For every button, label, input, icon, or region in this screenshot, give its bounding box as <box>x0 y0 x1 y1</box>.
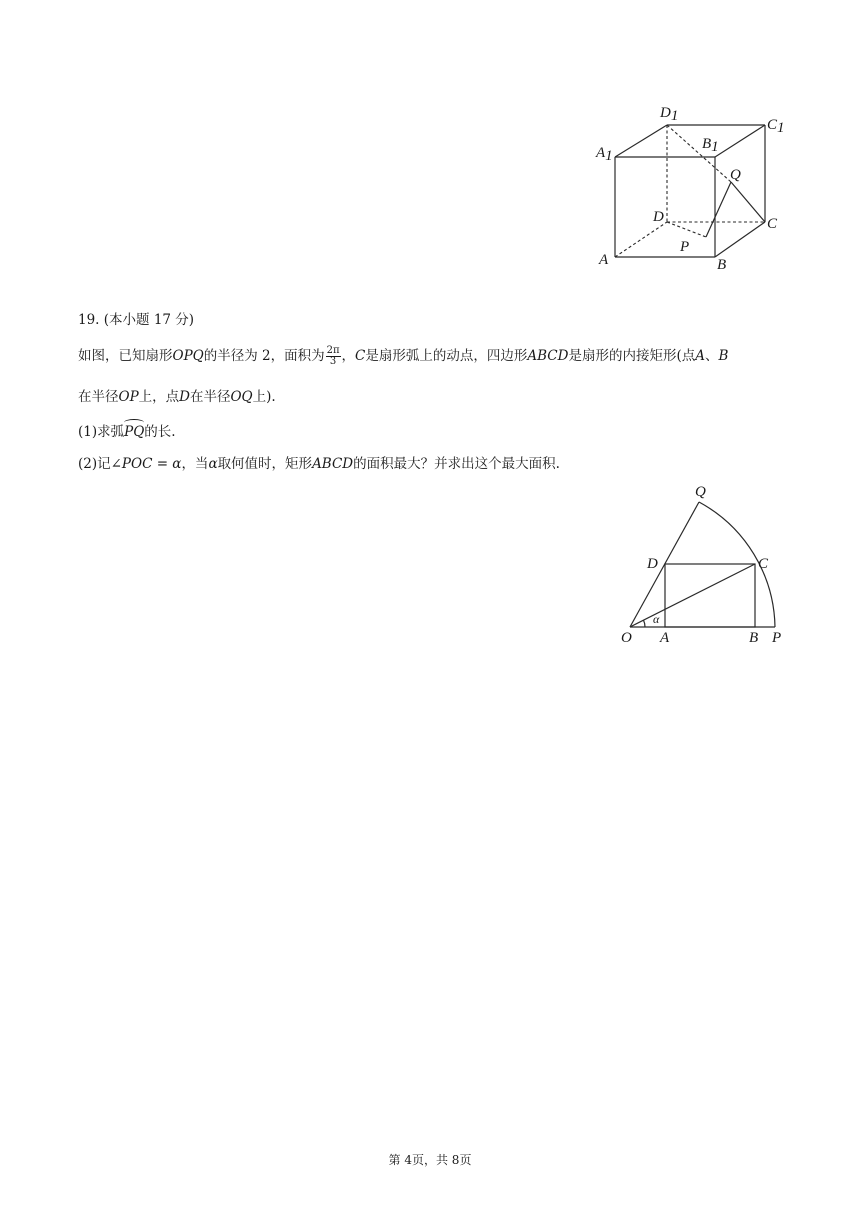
math-ABCD-2: ABCD <box>312 456 354 472</box>
math-C: C <box>355 348 366 364</box>
math-D: D <box>179 389 190 405</box>
label-C: C <box>758 556 769 572</box>
math-alpha: α <box>208 456 218 472</box>
math-arc-PQ: PQ <box>124 424 145 440</box>
edge-PQ <box>706 182 731 237</box>
hidden-edge-A-D <box>615 222 667 257</box>
question-stem-line-1: 如图，已知扇形OPQ的半径为 2，面积为 $\frac{2\pi}{3}$ ，C是扇形弧上的动点，四边形ABCD是扇形的内接矩形(点A、B <box>78 345 729 367</box>
question-header <box>78 310 194 330</box>
sector-diagram <box>615 480 790 650</box>
edge-C1-top-right <box>715 125 765 157</box>
label-Q: Q <box>695 484 706 500</box>
label-alpha: α <box>653 612 660 626</box>
fraction-area: $\frac{2\pi}{3}$ <box>326 345 340 367</box>
question-part-1: (1)求弧PQ的长. <box>78 424 176 440</box>
label-C: C <box>767 216 778 232</box>
label-A: A <box>660 630 670 646</box>
label-B: B <box>717 257 727 273</box>
label-A1: A1 <box>596 145 613 164</box>
question-meta: (本小题 17 分) <box>103 312 195 328</box>
math-sector-OPQ: OPQ <box>172 348 204 364</box>
edge-diagonal-to-C <box>731 182 765 222</box>
label-A: A <box>599 252 609 268</box>
page-footer: 第 4页，共 8页 <box>388 1153 472 1167</box>
label-B1: B1 <box>702 136 719 155</box>
label-P: P <box>680 239 690 255</box>
label-D1: D1 <box>660 105 679 124</box>
sector-figure <box>615 480 790 650</box>
label-D: D <box>653 209 664 225</box>
rectangle-ABCD <box>665 564 755 627</box>
cube-figure <box>590 100 800 275</box>
segment-OC <box>630 564 755 627</box>
edge-C-B <box>715 222 765 257</box>
label-Q: Q <box>730 167 741 183</box>
angle-alpha-arc <box>644 620 646 627</box>
question-stem-line-2: 在半径OP上，点D在半径OQ上). <box>78 389 276 405</box>
label-O: O <box>621 630 632 646</box>
math-OQ: OQ <box>230 389 253 405</box>
math-A: A <box>695 348 705 364</box>
question-number: 19. <box>78 312 100 328</box>
math-OP: OP <box>118 389 139 405</box>
edge-A1-D1 <box>615 125 667 157</box>
label-D: D <box>647 556 658 572</box>
math-ABCD: ABCD <box>527 348 569 364</box>
cube-diagram <box>590 100 800 275</box>
math-angle-POC: ∠POC = α <box>110 456 182 472</box>
label-C1: C1 <box>767 117 785 136</box>
label-B: B <box>749 630 759 646</box>
question-part-2: (2)记∠POC = α，当α取何值时，矩形ABCD的面积最大？并求出这个最大面积. <box>78 456 560 472</box>
label-P: P <box>772 630 782 646</box>
hidden-edge-D-P <box>667 222 706 237</box>
math-B: B <box>718 348 729 364</box>
